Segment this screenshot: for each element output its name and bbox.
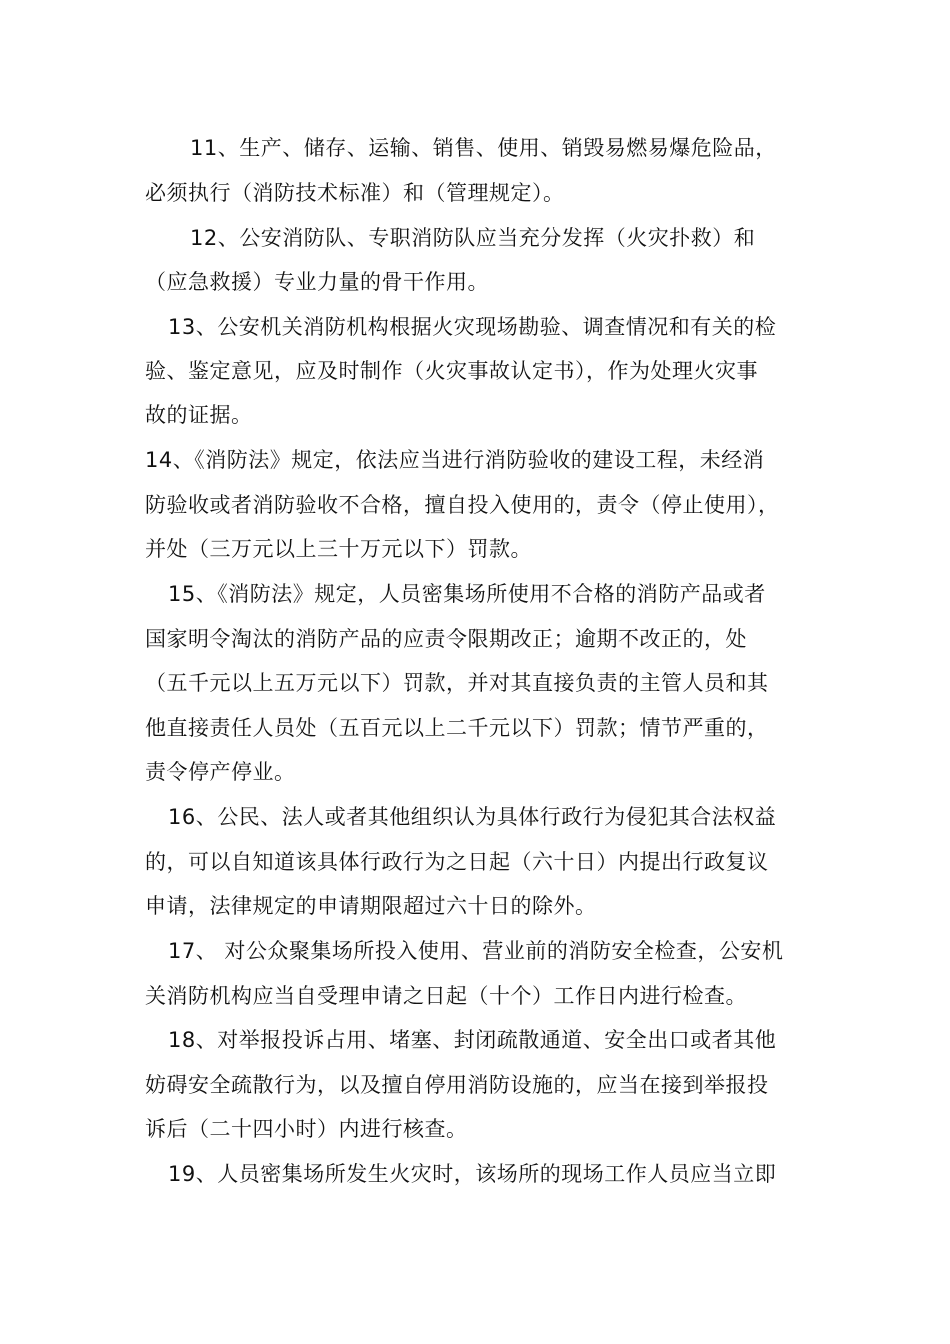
item-13-line-3: 故的证据。: [145, 403, 253, 427]
item-18-line-1: 18、对举报投诉占用、堵塞、封闭疏散通道、安全出口或者其他: [168, 1028, 777, 1052]
item-15-line-1: 15、《消防法》规定，人员密集场所使用不合格的消防产品或者: [168, 582, 766, 606]
item-17-line-1: 17、 对公众聚集场所投入使用、营业前的消防安全检查，公安机: [168, 939, 784, 963]
item-16-line-2: 的，可以自知道该具体行政行为之日起（六十日）内提出行政复议: [145, 850, 769, 874]
item-19-line-1: 19、人员密集场所发生火灾时，该场所的现场工作人员应当立即: [168, 1162, 777, 1186]
item-15-line-2: 国家明令淘汰的消防产品的应责令限期改正；逾期不改正的，处: [145, 627, 747, 651]
item-14-line-2: 防验收或者消防验收不合格，擅自投入使用的，责令（停止使用），: [145, 493, 780, 517]
item-15-line-4: 他直接责任人员处（五百元以上二千元以下）罚款；情节严重的，: [145, 716, 769, 740]
item-13-line-1: 13、公安机关消防机构根据火灾现场勘验、调查情况和有关的检: [168, 315, 777, 339]
item-16-line-3: 申请，法律规定的申请期限超过六十日的除外。: [145, 894, 597, 918]
item-16-line-1: 16、公民、法人或者其他组织认为具体行政行为侵犯其合法权益: [168, 805, 777, 829]
item-14-line-1: 14、《消防法》规定，依法应当进行消防验收的建设工程，未经消: [145, 448, 765, 472]
item-11-line-2: 必须执行（消防技术标准）和（管理规定）。: [145, 181, 565, 205]
item-13-line-2: 验、鉴定意见，应及时制作（火灾事故认定书），作为处理火灾事: [145, 359, 758, 383]
item-18-line-3: 诉后（二十四小时）内进行核查。: [145, 1117, 468, 1141]
item-12-line-2: （应急救援）专业力量的骨干作用。: [145, 270, 489, 294]
item-14-line-3: 并处（三万元以上三十万元以下）罚款。: [145, 537, 532, 561]
item-17-line-2: 关消防机构应当自受理申请之日起（十个）工作日内进行检查。: [145, 984, 747, 1008]
item-15-line-5: 责令停产停业。: [145, 760, 296, 784]
item-18-line-2: 妨碍安全疏散行为，以及擅自停用消防设施的，应当在接到举报投: [145, 1073, 769, 1097]
item-12-line-1: 12、公安消防队、专职消防队应当充分发挥（火灾扑救）和: [190, 226, 756, 250]
item-11-line-1: 11、生产、储存、运输、销售、使用、销毁易燃易爆危险品，: [190, 136, 777, 160]
item-15-line-3: （五千元以上五万元以下）罚款，并对其直接负责的主管人员和其: [145, 671, 769, 695]
